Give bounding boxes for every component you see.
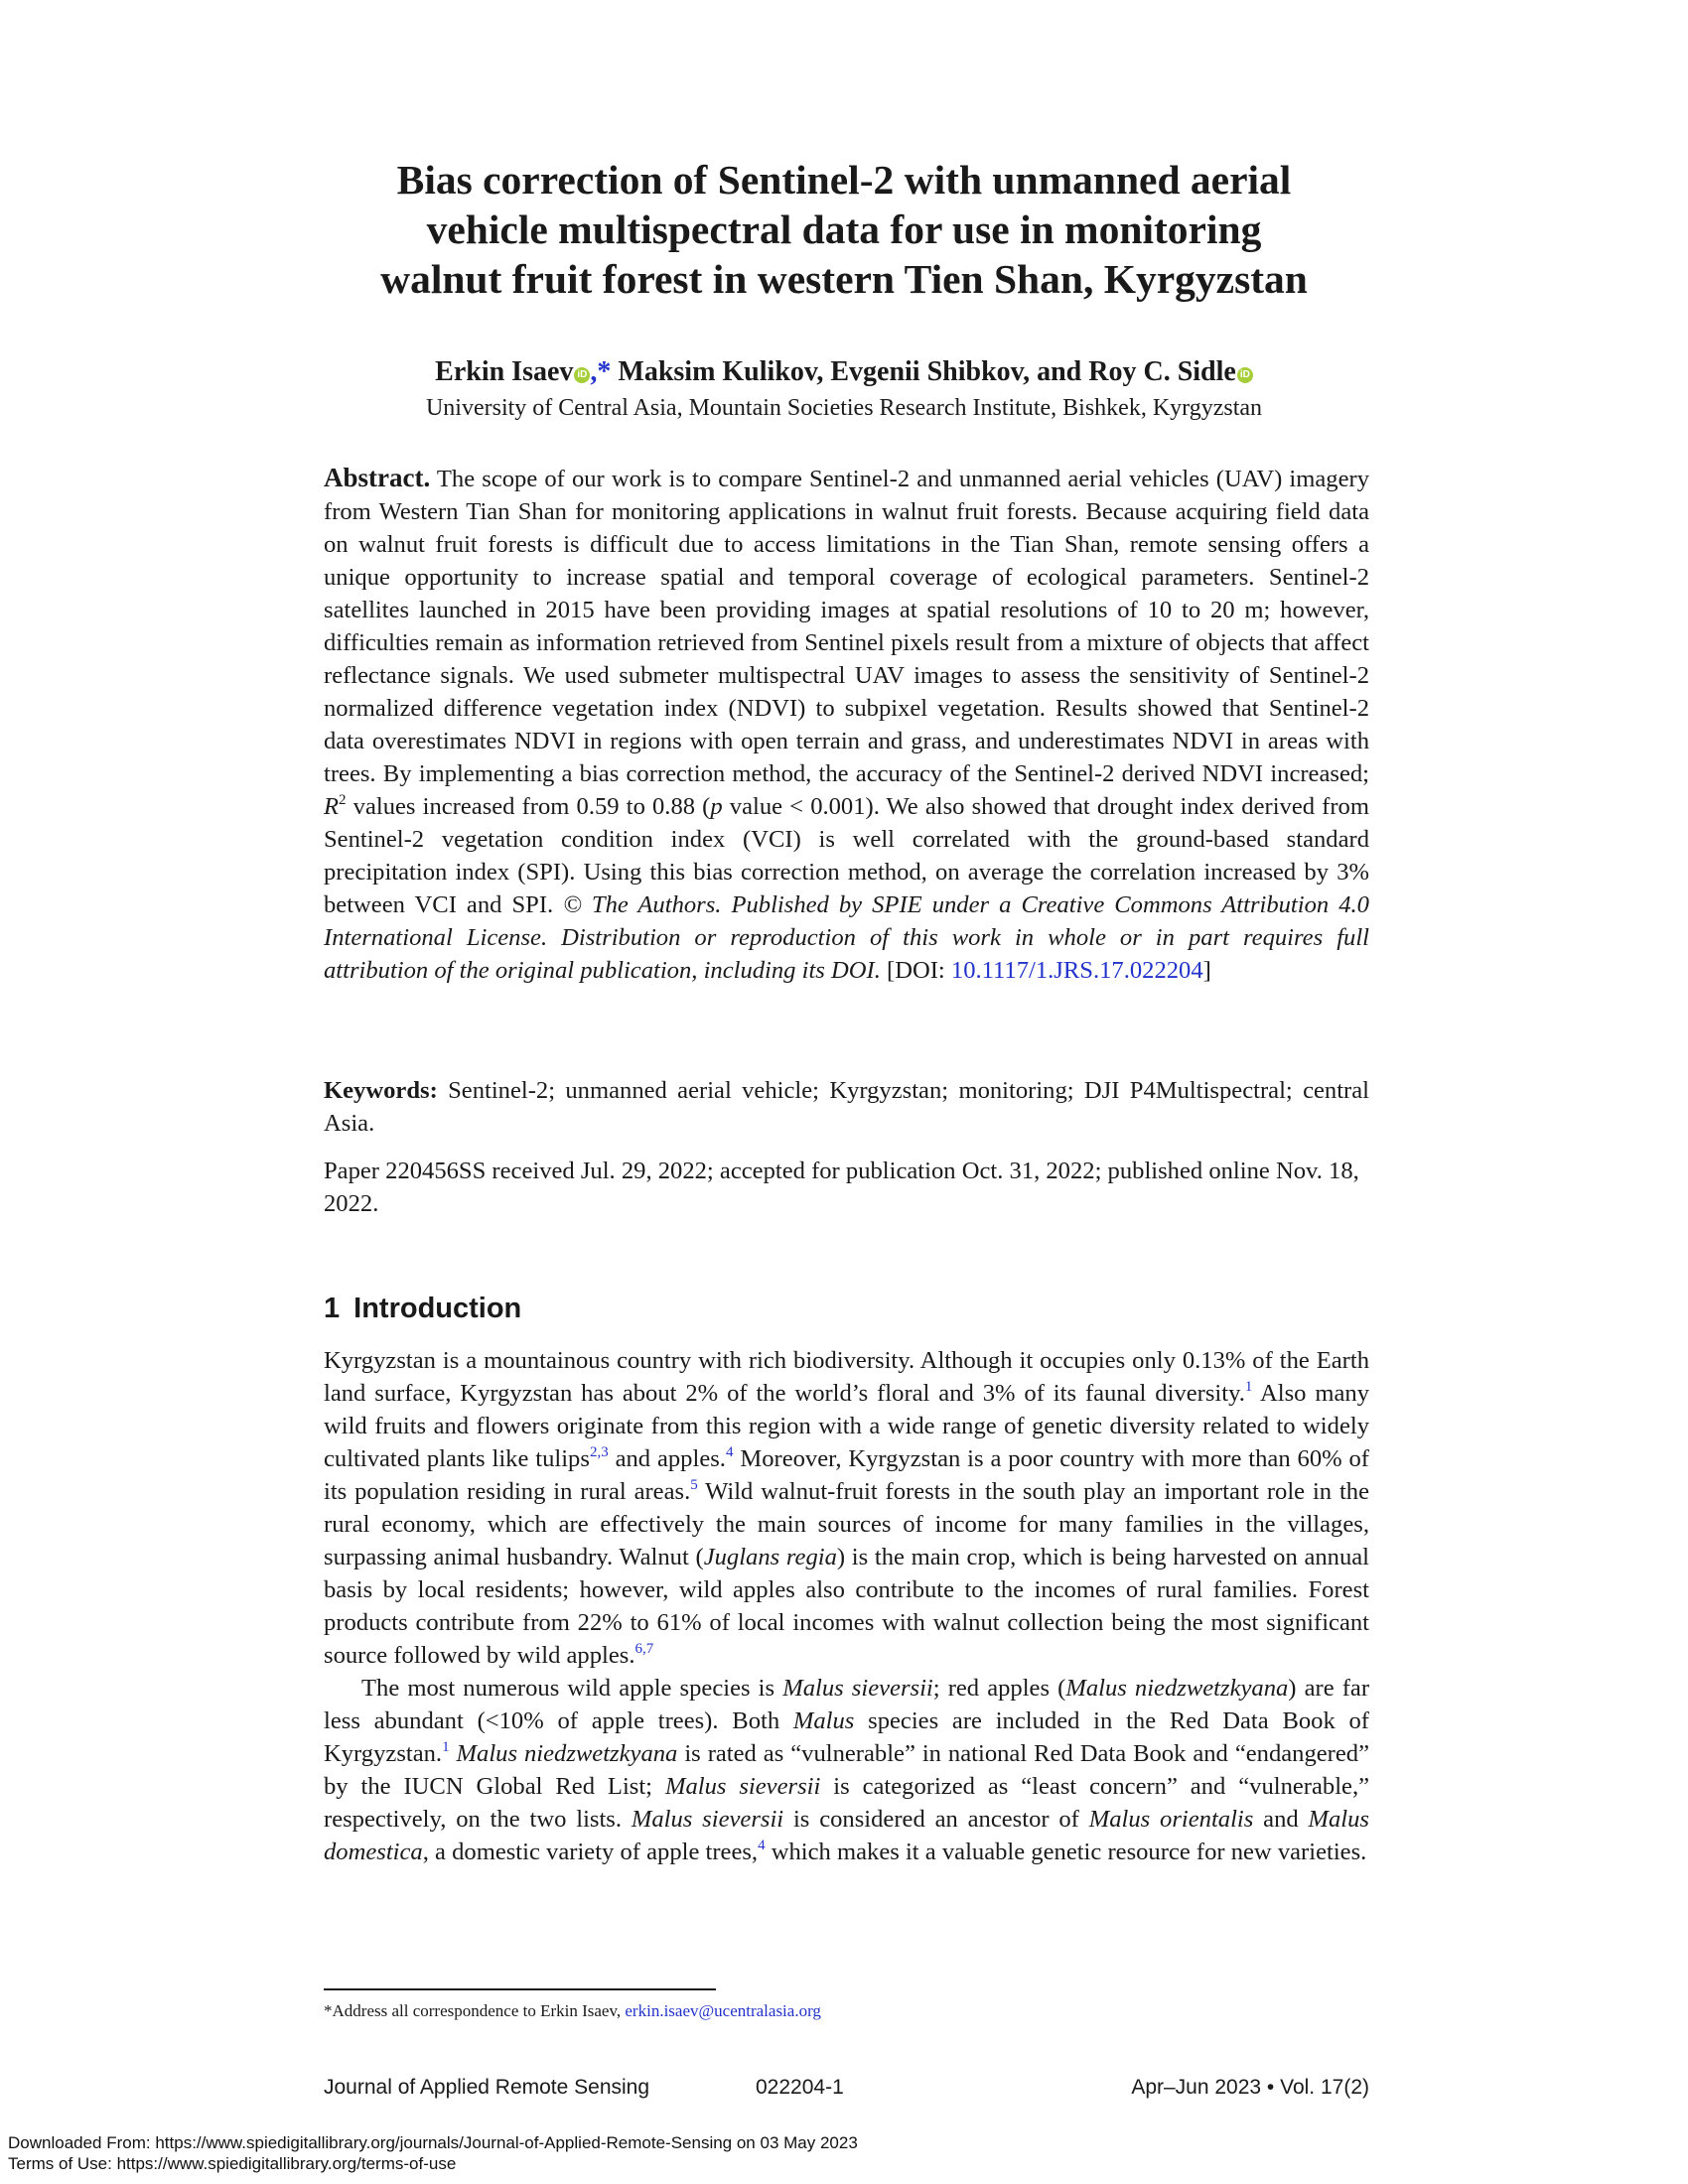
page-footer	[324, 2074, 1369, 2102]
text-run: Wild walnut-fruit forests in the south play an important role in the rural economy, which are effectively the main sources of income for many families in the villages, surpassing animal husbandry. Walnut (	[324, 1478, 1370, 1570]
license-statement: © The Authors. Published by SPIE under a Creative Commons Attribution 4.0 International License. Distribution or reproduction of this work in whole or in part requires full attribution of the original publication, including its DOI.	[324, 891, 1369, 984]
author-list	[248, 355, 1440, 389]
citation-ref[interactable]: 4	[725, 1444, 734, 1460]
citation-ref[interactable]: 1	[1244, 1379, 1253, 1395]
footnote	[324, 2000, 1369, 2022]
species-name: Malus sieversii	[782, 1675, 933, 1702]
text-run: ) is the main crop, which is being harvested on annual basis by local residents; however, wild apples also contribute to the incomes of rural families. Forest products contribute from 22% to 61% of local incomes with walnut collection being the most significant source followed by wild apples.	[324, 1544, 1369, 1669]
text-run: and apples.	[608, 1445, 726, 1472]
footnote-text: *Address all correspondence to Erkin Isaev,	[324, 2001, 626, 2020]
text-run: Moreover, Kyrgyzstan is a poor country with more than 60% of its population residing in rural areas.	[324, 1445, 1369, 1505]
keywords-heading: Keywords:	[324, 1077, 438, 1104]
abstract-text: values increased from 0.59 to 0.88 (	[346, 793, 711, 820]
page-number: 022204-1	[756, 2076, 844, 2099]
text-run: Kyrgyzstan is a mountainous country with rich biodiversity. Although it occupies only 0.13% of the Earth land surface, Kyrgyzstan has about 2% of the world’s floral and 3% of its faunal diversity.	[324, 1347, 1369, 1407]
abstract-text: The scope of our work is to compare Sentinel-2 and unmanned aerial vehicles (UAV) imagery from Western Tian Shan for monitoring applications in walnut fruit forests. Because acquiring field data on walnut fruit forests is difficult due to access limitations in the Tian Shan, remote sensing offers a unique opportunity to increase spatial and temporal coverage of ecological parameters. Sentinel-2 satellites launched in 2015 have been providing images at spatial resolutions of 10 to 20 m; however, difficulties remain as information retrieved from Sentinel pixels result from a mixture of objects that affect reflectance signals. We used submeter multispectral UAV images to assess the sensitivity of Sentinel-2 normalized difference vegetation index (NDVI) to subpixel vegetation. Results showed that Sentinel-2 data overestimates NDVI in regions with open terrain and grass, and underestimates NDVI in areas with trees. By implementing a bias correction method, the accuracy of the Sentinel-2 derived NDVI increased;	[324, 466, 1369, 787]
introduction-body	[324, 1344, 1369, 1868]
title-line: Bias correction of Sentinel-2 with unmanned aerial	[396, 157, 1292, 203]
footnote-divider	[324, 1988, 716, 1990]
download-notice	[8, 2132, 858, 2174]
orcid-icon[interactable]: iD	[1237, 367, 1253, 383]
text-run: ; red apples (	[932, 1675, 1066, 1702]
citation-ref[interactable]: 2,3	[589, 1444, 609, 1460]
corresponding-author-mark[interactable]: ,*	[590, 356, 612, 387]
keywords	[324, 1074, 1369, 1140]
text-run: species are included in the Red Data Book of Kyrgyzstan.	[324, 1707, 1369, 1767]
r-symbol: R	[324, 793, 340, 820]
text-run: which makes it a valuable genetic resource for new varieties.	[765, 1839, 1367, 1865]
section-number: 1	[324, 1293, 341, 1324]
abstract-heading: Abstract.	[324, 463, 431, 492]
species-name: Juglans regia	[703, 1544, 837, 1570]
affiliation: University of Central Asia, Mountain Societies Research Institute, Bishkek, Kyrgyzstan	[425, 395, 1263, 421]
citation-ref[interactable]: 6,7	[634, 1641, 654, 1657]
r-exponent: 2	[339, 792, 347, 808]
text-run: , a domestic variety of apple trees,	[422, 1839, 759, 1865]
abstract	[324, 462, 1369, 987]
species-name: Malus sieversii	[664, 1773, 821, 1800]
text-run: ) are far less abundant (<10% of apple trees). Both	[324, 1675, 1370, 1734]
paper-history: Paper 220456SS received Jul. 29, 2022; accepted for publication Oct. 31, 2022; published online Nov. 18, 2022.	[324, 1158, 1359, 1217]
citation-ref[interactable]: 1	[442, 1739, 450, 1755]
section-heading	[324, 1291, 521, 1326]
species-name: Malus orientalis	[1088, 1806, 1254, 1833]
section-title: Introduction	[353, 1293, 522, 1324]
species-name: Malus sieversii	[631, 1806, 784, 1833]
terms-line: Terms of Use: https://www.spiedigitallibrary.org/terms-of-use	[8, 2154, 457, 2173]
paragraph	[324, 1344, 1369, 1672]
species-name: Malus domestica	[324, 1806, 1369, 1865]
paragraph	[324, 1672, 1369, 1868]
title-line: vehicle multispectral data for use in monitoring	[426, 206, 1262, 252]
doi-close: ]	[1202, 957, 1211, 984]
text-run: is considered an ancestor of	[783, 1806, 1089, 1833]
species-name: Malus niedzwetzkyana	[456, 1740, 678, 1767]
text-run: is categorized as “least concern” and “vulnerable,” respectively, on the two lists.	[324, 1773, 1370, 1833]
citation-ref[interactable]: 4	[758, 1838, 766, 1853]
keywords-text: Sentinel-2; unmanned aerial vehicle; Kyrgyzstan; monitoring; DJI P4Multispectral; central Asia.	[324, 1077, 1369, 1137]
doi-link[interactable]: 10.1117/1.JRS.17.022204	[950, 957, 1203, 984]
text-run: is rated as “vulnerable” in national Red Data Book and “endangered” by the IUCN Global Red List;	[324, 1740, 1369, 1800]
author-name: Erkin Isaev	[435, 356, 574, 387]
text-run: Also many wild fruits and flowers originate from this region with a wide range of genetic diversity related to widely cultivated plants like tulips	[324, 1380, 1369, 1472]
doi-label: [DOI:	[880, 957, 951, 984]
citation-ref[interactable]: 5	[690, 1477, 698, 1493]
paper-title	[248, 155, 1440, 304]
email-link[interactable]: erkin.isaev@ucentralasia.org	[625, 2001, 821, 2020]
journal-name: Journal of Applied Remote Sensing	[324, 2076, 650, 2099]
title-line: walnut fruit forest in western Tien Shan, Kyrgyzstan	[380, 256, 1308, 302]
abstract-text: value < 0.001). We also showed that drought index derived from Sentinel-2 vegetation condition index (VCI) is well correlated with the ground-based standard precipitation index (SPI). Using this bias correction method, on average the correlation increased by 3% between VCI and SPI.	[324, 793, 1369, 918]
p-symbol: p	[710, 793, 723, 820]
species-name: Malus niedzwetzkyana	[1065, 1675, 1289, 1702]
text-run: The most numerous wild apple species is	[361, 1675, 783, 1702]
species-name: Malus	[792, 1707, 855, 1734]
text-run	[450, 1740, 457, 1767]
volume-info: Apr–Jun 2023 • Vol. 17(2)	[1131, 2076, 1369, 2099]
download-line: Downloaded From: https://www.spiedigitallibrary.org/journals/Journal-of-Applied-Remote-Sensing on 03 May 2023	[8, 2133, 858, 2152]
orcid-icon[interactable]: iD	[574, 367, 590, 383]
text-run: and	[1253, 1806, 1309, 1833]
author-names: Maksim Kulikov, Evgenii Shibkov, and Roy C. Sidle	[611, 356, 1236, 387]
